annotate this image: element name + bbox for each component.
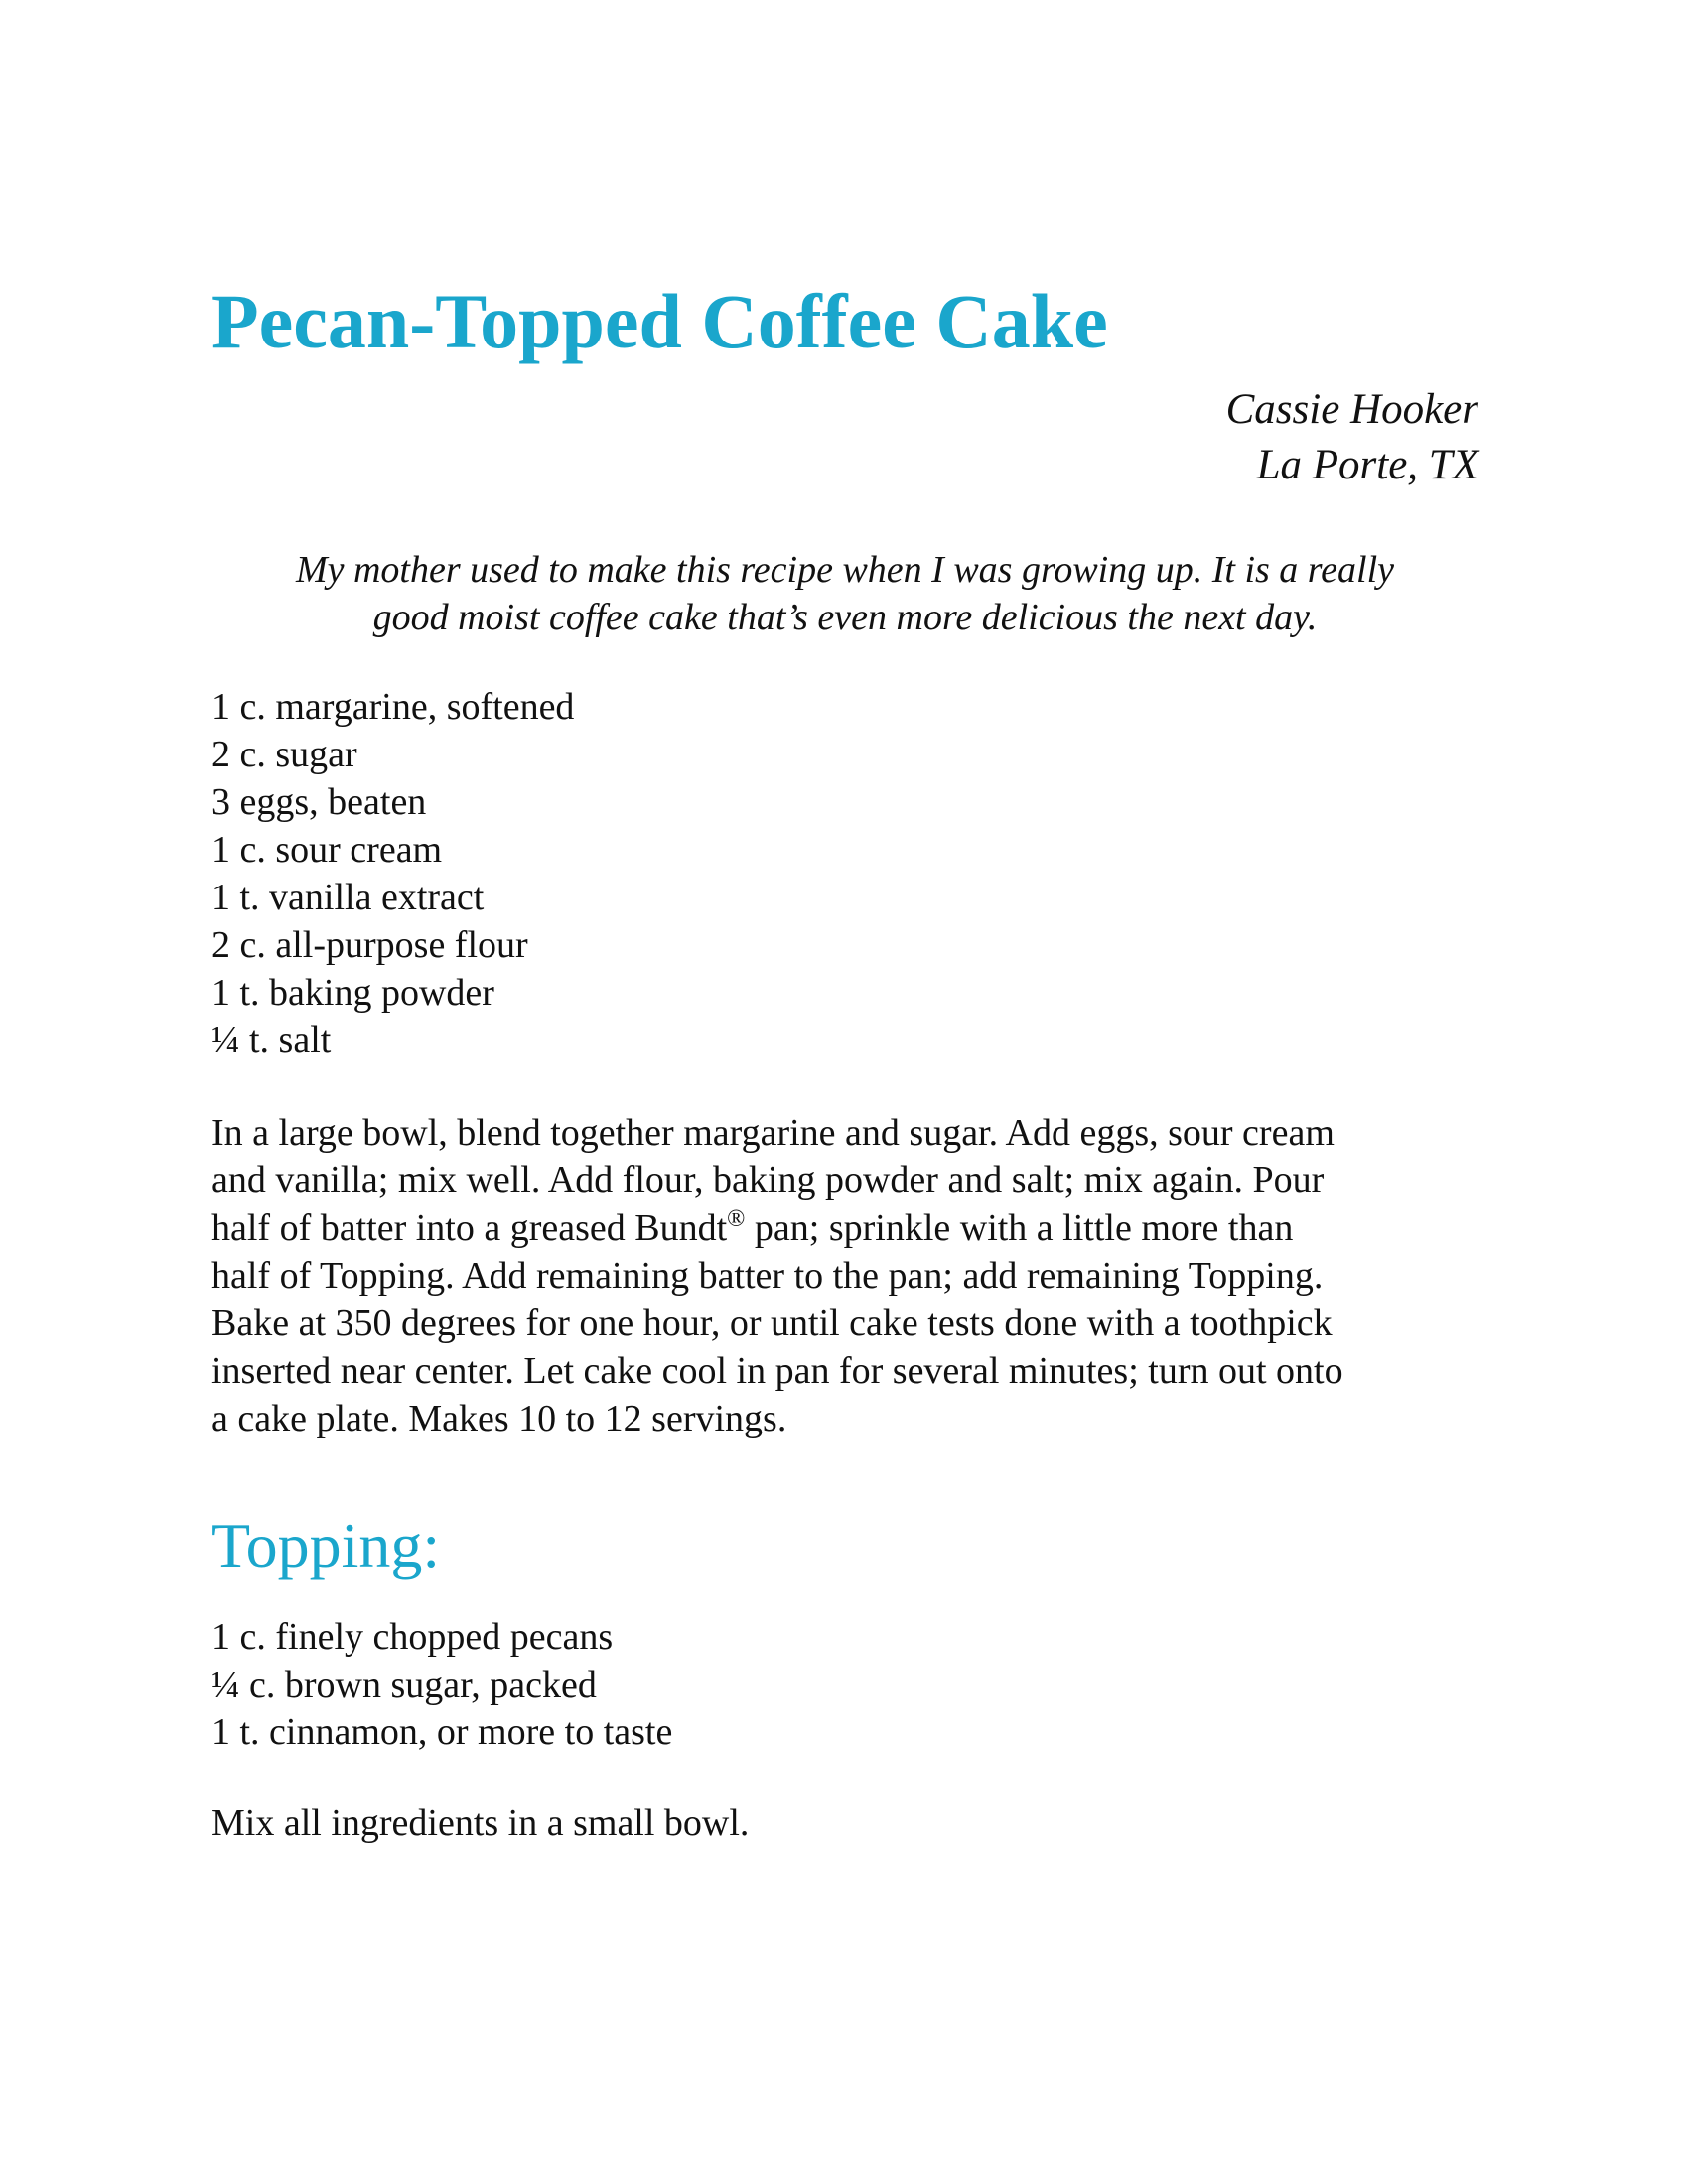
- ingredient-item: 2 c. sugar: [211, 734, 357, 775]
- ingredient-list: [211, 683, 574, 1064]
- recipe-attribution: [1226, 382, 1478, 493]
- ingredient-item: ¼ t. salt: [211, 1020, 332, 1061]
- recipe-intro: [211, 546, 1478, 641]
- topping-directions: Mix all ingredients in a small bowl.: [211, 1802, 750, 1843]
- directions-text: pan; sprinkle with a little more than: [745, 1207, 1294, 1249]
- topping-ingredient-item: 1 t. cinnamon, or more to taste: [211, 1711, 673, 1753]
- directions-line: inserted near center. Let cake cool in pan for several minutes; turn out onto: [211, 1350, 1343, 1392]
- intro-line: My mother used to make this recipe when I was growing up. It is a really: [295, 549, 1395, 591]
- ingredient-item: 3 eggs, beaten: [211, 781, 427, 823]
- directions-line: and vanilla; mix well. Add flour, baking powder and salt; mix again. Pour: [211, 1160, 1325, 1201]
- ingredient-item: 1 c. sour cream: [211, 829, 443, 871]
- directions-line: In a large bowl, blend together margarine and sugar. Add eggs, sour cream: [211, 1112, 1335, 1154]
- registered-mark: ®: [727, 1206, 746, 1232]
- topping-heading: Topping:: [211, 1510, 441, 1580]
- author-location: La Porte, TX: [1256, 442, 1478, 488]
- topping-ingredient-item: 1 c. finely chopped pecans: [211, 1616, 614, 1658]
- intro-line: good moist coffee cake that’s even more delicious the next day.: [372, 597, 1318, 638]
- ingredient-item: 1 c. margarine, softened: [211, 686, 575, 728]
- ingredient-item: 1 t. baking powder: [211, 972, 494, 1014]
- directions-line: a cake plate. Makes 10 to 12 servings.: [211, 1398, 787, 1439]
- recipe-directions: [211, 1109, 1478, 1442]
- directions-line: [211, 1204, 1478, 1252]
- topping-ingredient-item: ¼ c. brown sugar, packed: [211, 1664, 597, 1706]
- topping-ingredient-list: [211, 1613, 672, 1756]
- recipe-title: Pecan-Topped Coffee Cake: [211, 278, 1108, 364]
- recipe-page: [211, 0, 1478, 2184]
- ingredient-item: 2 c. all-purpose flour: [211, 924, 528, 966]
- author-name: Cassie Hooker: [1225, 386, 1478, 433]
- ingredient-item: 1 t. vanilla extract: [211, 877, 485, 918]
- directions-line: half of Topping. Add remaining batter to the pan; add remaining Topping.: [211, 1255, 1324, 1297]
- directions-line: Bake at 350 degrees for one hour, or until cake tests done with a toothpick: [211, 1302, 1333, 1344]
- directions-text: half of batter into a greased Bundt: [211, 1207, 728, 1249]
